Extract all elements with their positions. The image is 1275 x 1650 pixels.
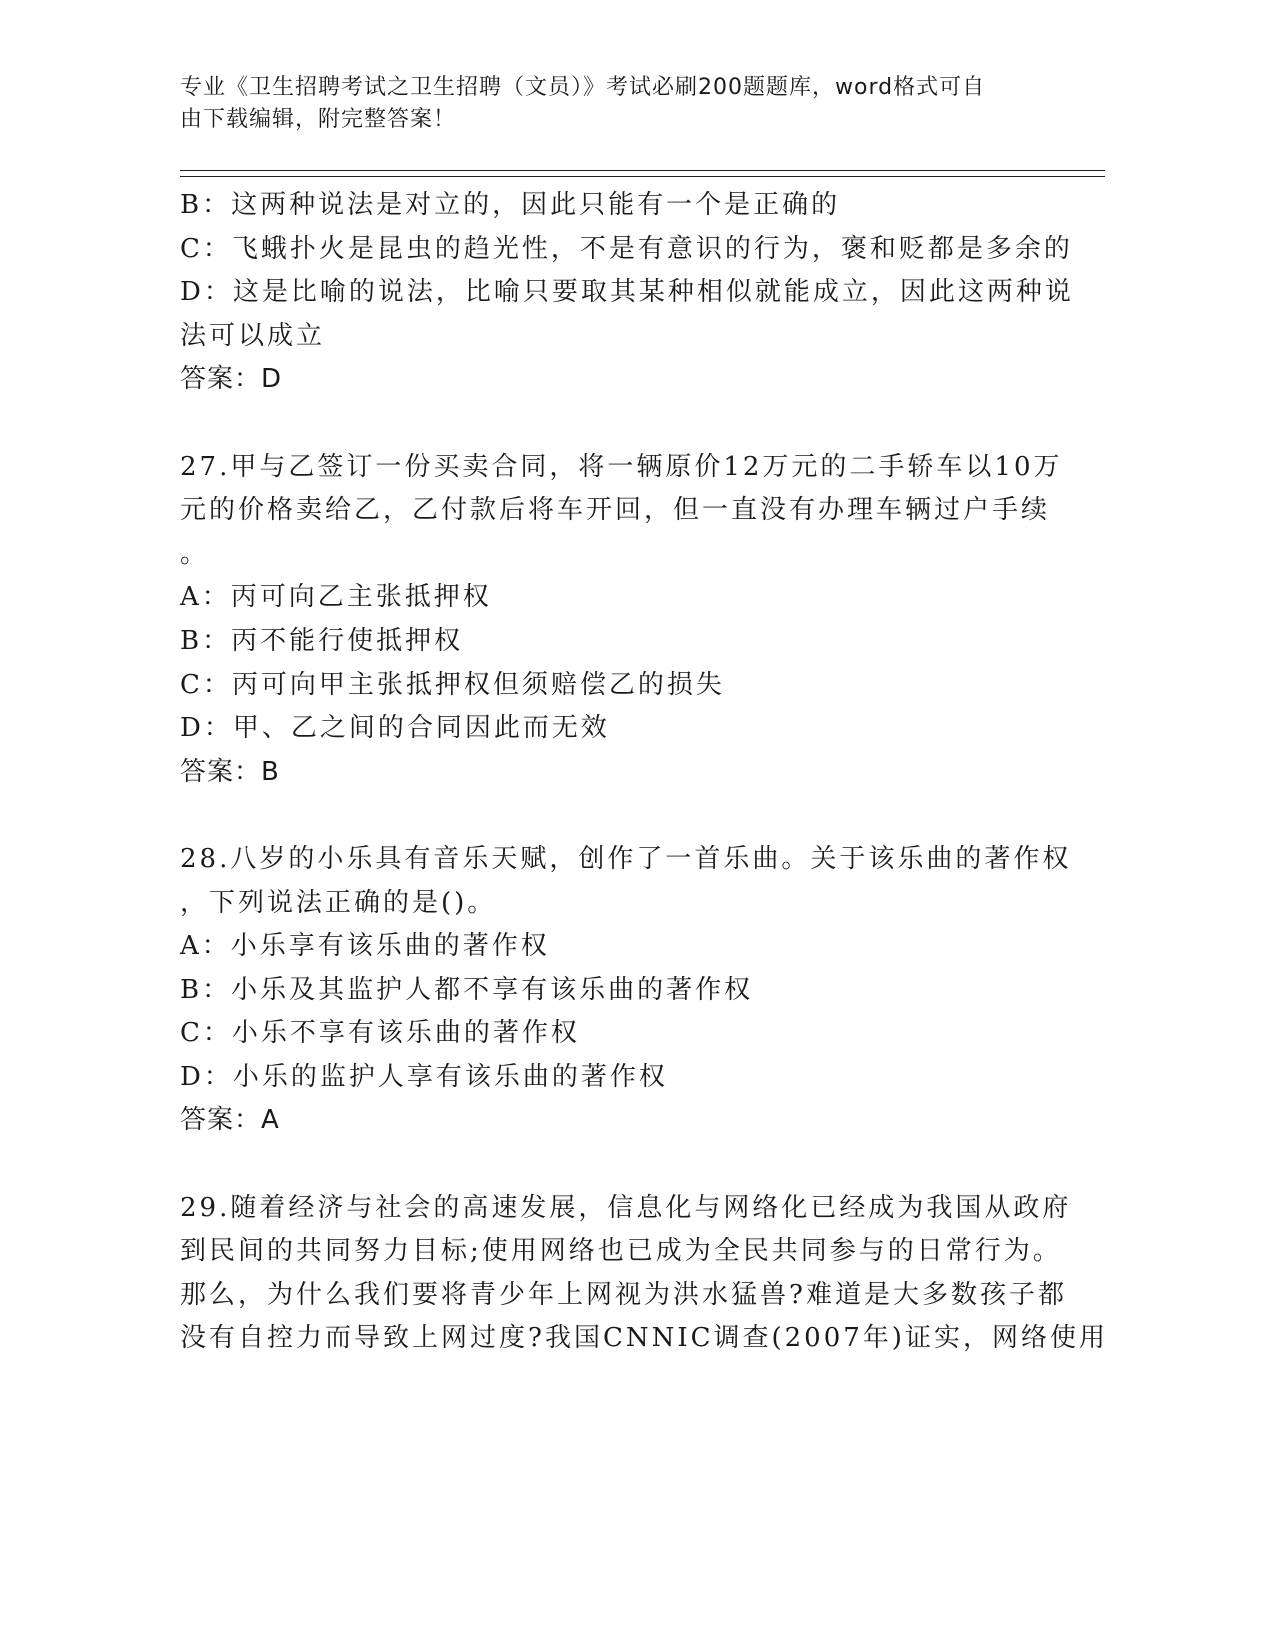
header-divider-top [180, 170, 1105, 171]
question-27 [180, 446, 1063, 795]
header-line-1: 专业《卫生招聘考试之卫生招聘（文员）》考试必刷200题题库，word格式可自 [180, 75, 986, 100]
question-stem-continued: 到民间的共同努力目标;使用网络也已成为全民共同参与的日常行为。 [180, 1236, 1062, 1267]
question-stem: 27.甲与乙签订一份买卖合同，将一辆原价12万元的二手轿车以10万 [180, 451, 1063, 482]
option-d: D：这是比喻的说法，比喻只要取其某种相似就能成立，因此这两种说 [180, 277, 1074, 308]
option-c: C：丙可向甲主张抵押权但须赔偿乙的损失 [180, 669, 725, 700]
question-stem-continued: 没有自控力而导致上网过度?我国CNNIC调查(2007年)证实，网络使用 [180, 1323, 1108, 1354]
question-26-continued [180, 184, 1074, 402]
answer: 答案：D [180, 364, 283, 395]
option-d: D：甲、乙之间的合同因此而无效 [180, 713, 610, 744]
header-line-2: 由下载编辑，附完整答案！ [180, 107, 457, 132]
question-29 [180, 1187, 1108, 1361]
question-stem: 29.随着经济与社会的高速发展，信息化与网络化已经成为我国从政府 [180, 1192, 1072, 1223]
header-divider-bottom [180, 176, 1105, 177]
option-c: C：小乐不享有该乐曲的著作权 [180, 1018, 580, 1049]
option-d: D：小乐的监护人享有该乐曲的著作权 [180, 1061, 668, 1092]
question-stem-continued: 。 [180, 538, 210, 569]
document-body [180, 184, 1108, 1361]
option-b: B：丙不能行使抵押权 [180, 625, 464, 656]
option-a: A：小乐享有该乐曲的著作权 [180, 931, 550, 962]
document-header [180, 72, 1030, 136]
question-stem-continued: 元的价格卖给乙，乙付款后将车开回，但一直没有办理车辆过户手续 [180, 495, 1051, 526]
question-28 [180, 838, 1072, 1143]
answer: 答案：B [180, 756, 280, 787]
option-c: C：飞蛾扑火是昆虫的趋光性，不是有意识的行为，褒和贬都是多余的 [180, 233, 1073, 264]
question-stem-continued: 那么，为什么我们要将青少年上网视为洪水猛兽?难道是大多数孩子都 [180, 1279, 1067, 1310]
option-a: A：丙可向乙主张抵押权 [180, 582, 492, 613]
question-stem: 28.八岁的小乐具有音乐天赋，创作了一首乐曲。关于该乐曲的著作权 [180, 843, 1072, 874]
option-b: B：这两种说法是对立的，因此只能有一个是正确的 [180, 190, 841, 220]
question-stem-continued: ，下列说法正确的是()。 [180, 887, 497, 918]
answer: 答案：A [180, 1105, 280, 1136]
option-b: B：小乐及其监护人都不享有该乐曲的著作权 [180, 974, 754, 1005]
option-d-continued: 法可以成立 [180, 320, 326, 351]
